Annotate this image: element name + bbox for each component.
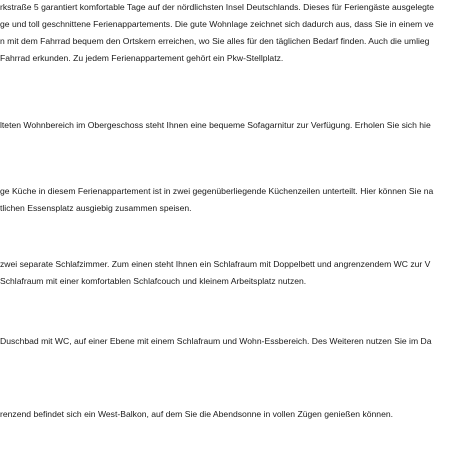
paragraph-1-line-3: n mit dem Fahrrad bequem den Ortskern erreichen, wo Sie alles für den täglichen Bedarf finden. Auch die umlieg <box>0 36 430 46</box>
paragraph-3-line-1: ge Küche in diesem Ferienappartement ist in zwei gegenüberliegende Küchenzeilen unterteilt. Hier können Sie na <box>0 186 434 196</box>
paragraph-3-line-2: tlichen Essensplatz ausgiebig zusammen speisen. <box>0 203 192 213</box>
paragraph-1-line-1: rkstraße 5 garantiert komfortable Tage auf der nördlichsten Insel Deutschlands. Dieses für Feriengäste ausgelegte <box>0 2 435 12</box>
paragraph-4-line-1: zwei separate Schlafzimmer. Zum einen steht Ihnen ein Schlafraum mit Doppelbett und angrenzendem WC zur V <box>0 259 431 269</box>
paragraph-6-line-1: renzend befindet sich ein West-Balkon, auf dem Sie die Abendsonne in vollen Zügen genießen können. <box>0 409 394 419</box>
paragraph-2-line-1: lteten Wohnbereich im Obergeschoss steht Ihnen eine bequeme Sofagarnitur zur Verfügung. Erholen Sie sich hie <box>0 120 431 130</box>
paragraph-1-line-4: Fahrrad erkunden. Zu jedem Ferienappartement gehört ein Pkw-Stellplatz. <box>0 53 284 63</box>
paragraph-4-line-2: Schlafraum mit einer komfortablen Schlafcouch und kleinem Arbeitsplatz nutzen. <box>0 276 307 286</box>
paragraph-1-line-2: ge und toll geschnittene Ferienappartements. Die gute Wohnlage zeichnet sich dadurch aus, dass Sie in einem ve <box>0 19 434 29</box>
paragraph-5-line-1: Duschbad mit WC, auf einer Ebene mit einem Schlafraum und Wohn-Essbereich. Des Weiteren nutzen Sie im Da <box>0 336 432 346</box>
